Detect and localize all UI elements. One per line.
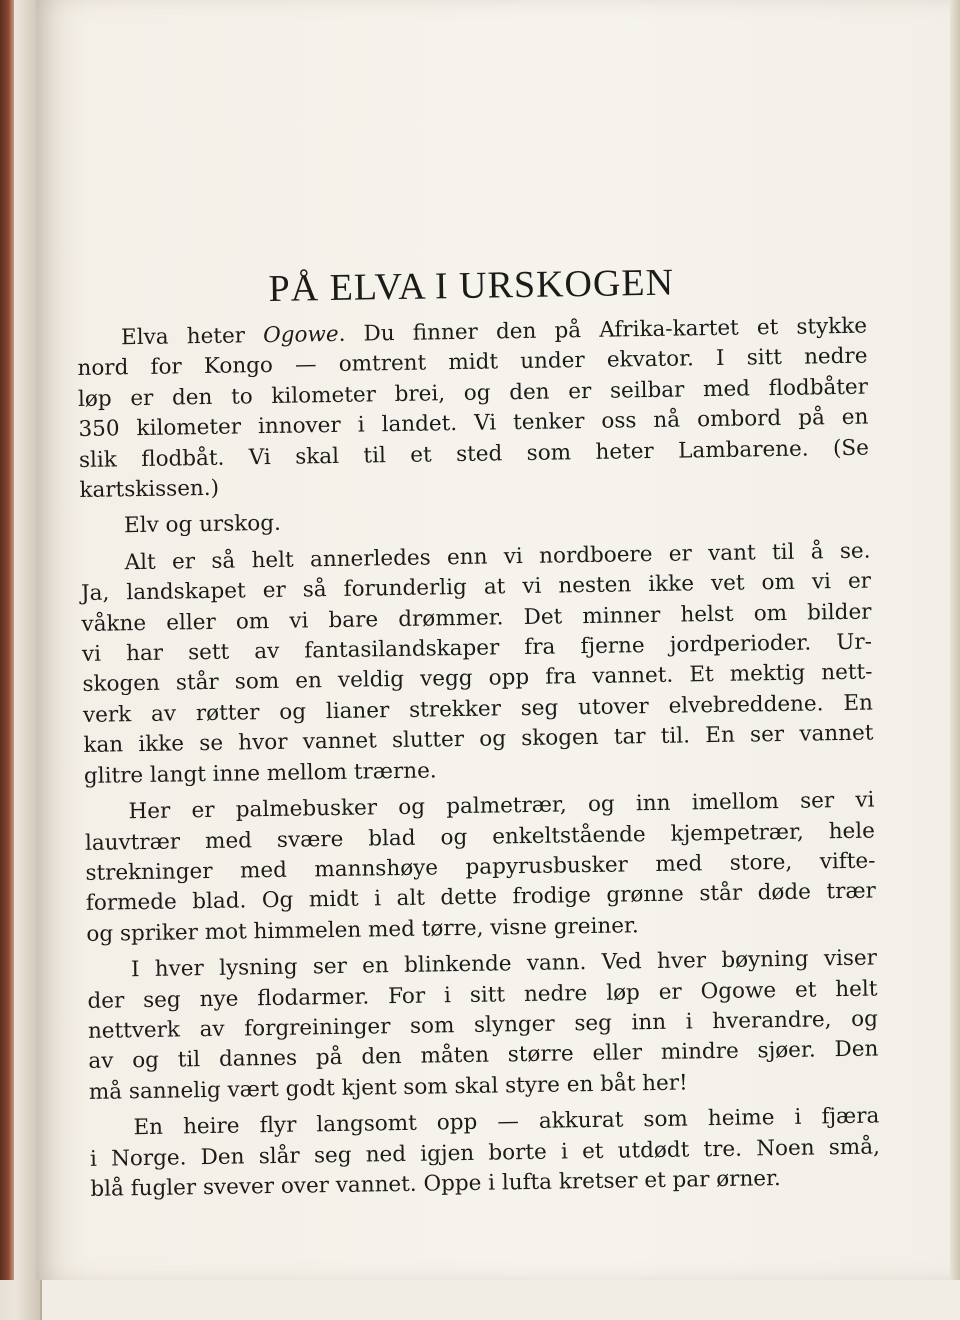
text-line: 350 kilometer innover i landet. Vi tenker oss nå ombord på en: [78, 404, 869, 443]
body-text: [77, 312, 881, 1206]
text-line: formede blad. Og midt i alt dette frodige grønne står døde trær: [85, 878, 877, 917]
text-line: kan ikke se hvor vannet slutter og skogen tar til. En ser vannet: [83, 720, 874, 759]
text-line: Her er palmebusker og palmetrær, og inn imellom ser vi: [128, 787, 875, 825]
page-edge: [950, 0, 960, 1280]
text-line: våkne eller om vi bare drømmer. Det minner helst om bilder: [81, 599, 872, 637]
text-line: i Norge. Den slår seg ned igjen borte i et utdødt tre. Noen små,: [89, 1134, 881, 1172]
text-run: . Du finner den på Afrika-kartet et stykke: [338, 313, 868, 347]
text-line: En heire flyr langsomt opp — akkurat som heime i fjæra: [133, 1103, 880, 1141]
text-line: blå fugler svever over vannet. Oppe i lufta kretser et par ørner.: [90, 1166, 781, 1202]
text-line: av og til dannes på den måten større eller mindre sjøer. Den: [88, 1036, 879, 1075]
chapter-title: PÅ ELVA I URSKOGEN: [268, 261, 675, 310]
paragraph: [77, 312, 870, 507]
text-line: må sannelig vært godt kjent som skal styre en båt her!: [88, 1070, 688, 1105]
text-line: strekninger med mannshøye papyrusbusker med store, vifte-: [85, 848, 876, 886]
text-line: Elv og urskog.: [123, 511, 282, 539]
text-line: kartskissen.): [79, 475, 220, 504]
text-line: nettverk av forgreininger som slynger seg inn i hverandre, og: [87, 1006, 879, 1044]
book-page: [36, 0, 960, 1280]
book-cover-edge: [0, 0, 14, 1280]
text-block: [76, 258, 881, 1206]
paragraph: [80, 500, 870, 543]
text-line: glitre langt inne mellom trærne.: [83, 758, 437, 789]
text-line: lauvtrær med svære blad og enkeltstående kjempetrær, hele: [84, 818, 876, 856]
text-line: og spriker mot himmelen med tørre, visne greiner.: [86, 912, 639, 947]
paragraph: [89, 1102, 880, 1206]
paragraph: [80, 536, 874, 792]
text-run: Elva heter: [120, 323, 264, 351]
text-line: vi har sett av fantasilandskaper fra fjerne jordperioder. Ur-: [81, 629, 873, 668]
text-line: nord for Kongo — omtrent midt under ekvator. I sitt nedre: [77, 343, 868, 382]
text-line: slik flodbåt. Vi skal til et sted som heter Lambarene. (Se: [78, 435, 870, 473]
paragraph: [87, 944, 879, 1108]
text-line: skogen står som en veldig vegg opp fra vannet. Et mektig nett-: [82, 660, 873, 698]
text-line: Ja, landskapet er så forunderlig at vi nesten ikke vet om vi er: [80, 568, 872, 607]
text-line: der seg nye flodarmer. For i sitt nedre løp er Ogowe et helt: [87, 976, 878, 1014]
paragraph: [84, 786, 876, 950]
text-line: I hver lysning ser en blinkende vann. Ved hver bøyning viser: [130, 945, 878, 983]
text-line: løp er den to kilometer brei, og den er seilbar med flodbåter: [77, 374, 869, 412]
italic-river-name: Ogowe: [262, 321, 339, 349]
text-line: verk av røtter og lianer strekker seg utover elvebreddene. En: [82, 690, 874, 728]
text-line: Alt er så helt annerledes enn vi nordboere er vant til å se.: [124, 538, 871, 576]
